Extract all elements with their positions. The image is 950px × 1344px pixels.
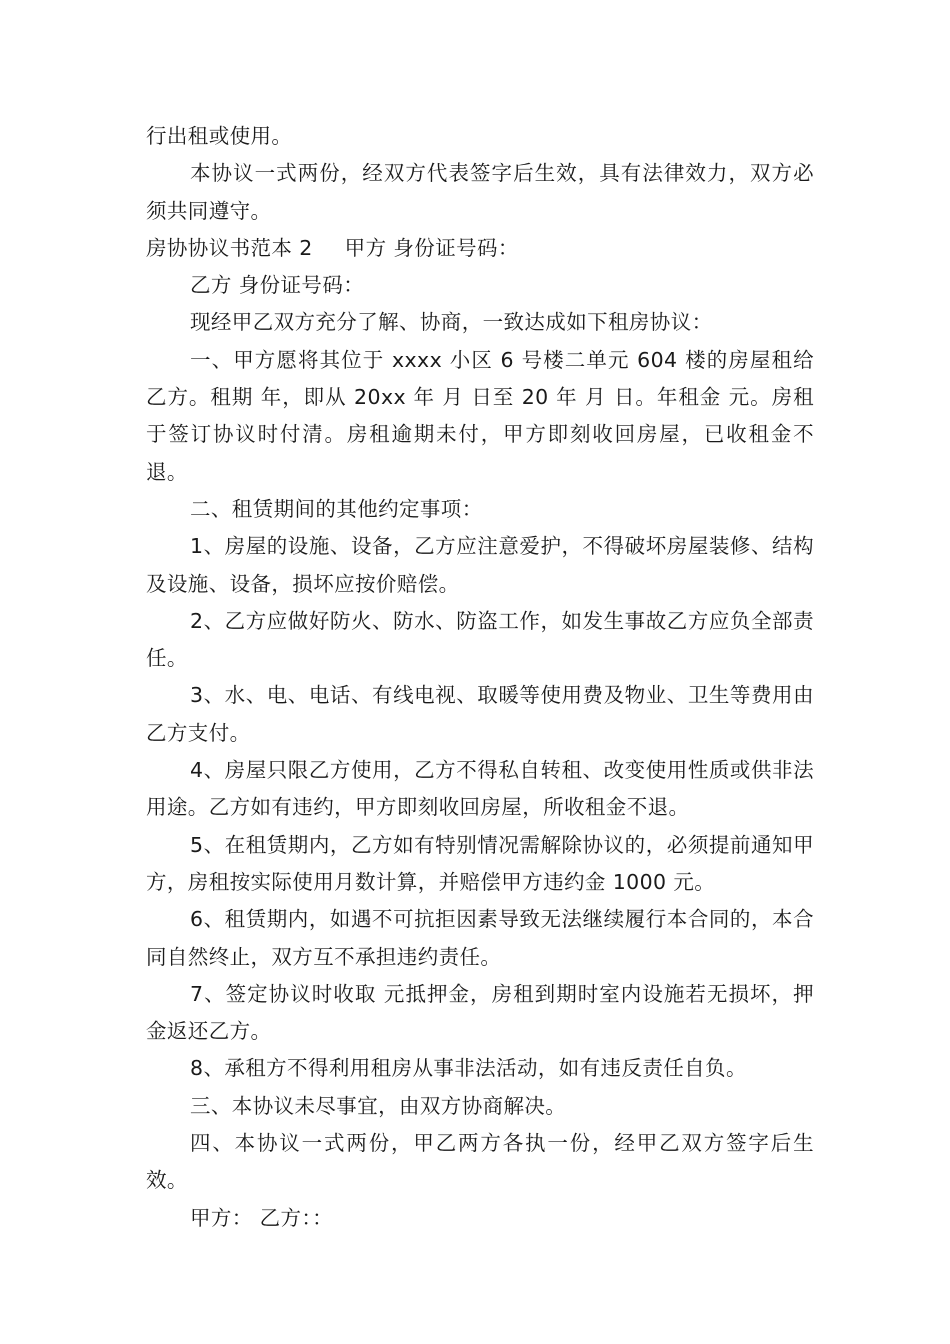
item-2: 2、乙方应做好防火、防水、防盗工作，如发生事故乙方应负全部责任。	[146, 608, 814, 671]
paragraph-continuation: 行出租或使用。	[146, 124, 293, 148]
item-7: 7、签定协议时收取 元抵押金，房租到期时室内设施若无损坏，押金返还乙方。	[146, 981, 814, 1044]
party-b-id-line: 乙方 身份证号码：	[190, 273, 365, 298]
clause-4: 四、本协议一式两份，甲乙两方各执一份，经甲乙双方签字后生效。	[146, 1131, 814, 1193]
item-5: 5、在租赁期内，乙方如有特别情况需解除协议的，必须提前通知甲方，房租按实际使用月数计算，并赔偿甲方违约金 1000 元。	[146, 832, 814, 894]
section-heading	[146, 230, 814, 267]
item-1: 1、房屋的设施、设备，乙方应注意爱护，不得破坏房屋装修、结构及设施、设备，损坏应按价赔偿。	[146, 534, 814, 596]
party-a-id-line: 甲方 身份证号码：	[344, 235, 519, 260]
item-8: 8、承租方不得利用租房从事非法活动，如有违反责任自负。	[190, 1056, 747, 1081]
item-6: 6、租赁期内，如遇不可抗拒因素导致无法继续履行本合同的，本合同自然终止，双方互不承担违约责任。	[146, 907, 814, 969]
paragraph-validity: 本协议一式两份，经双方代表签字后生效，具有法律效力，双方必须共同遵守。	[146, 161, 814, 223]
clause-2-heading: 二、租赁期间的其他约定事项：	[190, 496, 483, 521]
item-4: 4、房屋只限乙方使用，乙方不得私自转租、改变使用性质或供非法用途。乙方如有违约，甲方即刻收回房屋，所收租金不退。	[146, 758, 814, 820]
agreement-intro: 现经甲乙双方充分了解、协商，一致达成如下租房协议：	[190, 310, 713, 335]
document-body	[146, 118, 814, 1237]
signature-line: 甲方： 乙方：：	[190, 1205, 333, 1230]
clause-1: 一、甲方愿将其位于 xxxx 小区 6 号楼二单元 604 楼的房屋租给乙方。租期 年，即从 20xx 年 月 日至 20 年 月 日。年租金 元。房租于签订协议时付清。房租逾期未付，甲方即刻收回房屋，已收租金不退。	[146, 347, 814, 484]
clause-3: 三、本协议未尽事宜，由双方协商解决。	[190, 1093, 567, 1118]
item-3: 3、水、电、电话、有线电视、取暖等使用费及物业、卫生等费用由乙方支付。	[146, 683, 814, 745]
section-title: 房协协议书范本 2	[146, 235, 313, 260]
